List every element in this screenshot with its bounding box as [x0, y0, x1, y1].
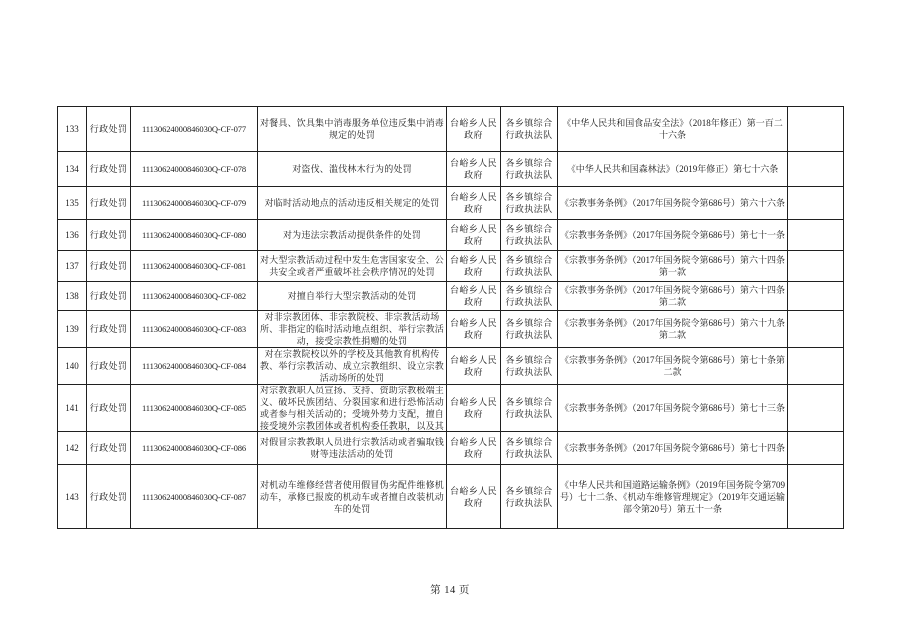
enforcement-agency: 各乡镇综合行政执法队 [505, 437, 553, 459]
item-code: 11130624000846030Q-CF-082 [141, 291, 247, 301]
penalty-item-cell [258, 251, 447, 282]
issuing-authority: 台峪乡人民政府 [449, 255, 497, 277]
remark-cell [788, 465, 844, 529]
issuing-authority-cell [447, 152, 501, 187]
row-number: 141 [65, 403, 79, 413]
remark [788, 283, 843, 310]
issuing-authority-cell [447, 107, 501, 152]
enforcement-agency-cell [501, 220, 558, 251]
legal-basis: 《宗教事务条例》（2017年国务院令第686号）第六十四条第一款 [559, 255, 785, 277]
penalty-type-cell [87, 220, 131, 251]
legal-basis-cell [558, 348, 788, 385]
penalty-item: 对临时活动地点的活动违反相关规定的处罚 [264, 198, 440, 208]
penalty-type-cell [87, 385, 131, 432]
legal-basis-cell [558, 220, 788, 251]
penalty-item: 对宗教教职人员宣扬、支持、资助宗教极端主义、破坏民族团结、分裂国家和进行恐怖活动或者参与相关活动的；受境外势力支配，擅自接受境外宗教团体或者机构委任教职，以及其 [259, 385, 444, 431]
table-row [58, 465, 844, 529]
row-number: 140 [65, 361, 79, 371]
enforcement-agency-cell [501, 251, 558, 282]
enforcement-agency: 各乡镇综合行政执法队 [505, 118, 553, 140]
row-number-cell [58, 187, 87, 220]
table-row [58, 107, 844, 152]
enforcement-agency-cell [501, 465, 558, 529]
row-number-cell [58, 385, 87, 432]
item-code-cell [131, 282, 258, 311]
remark-cell [788, 432, 844, 465]
issuing-authority: 台峪乡人民政府 [449, 318, 497, 340]
penalty-item-cell [258, 152, 447, 187]
legal-basis-cell [558, 311, 788, 348]
penalty-type: 行政处罚 [89, 230, 128, 240]
penalty-type: 行政处罚 [89, 491, 128, 502]
issuing-authority: 台峪乡人民政府 [449, 485, 497, 508]
legal-basis: 《宗教事务条例》（2017年国务院令第686号）第六十九条第二款 [559, 318, 785, 340]
remark [788, 433, 843, 464]
enforcement-agency: 各乡镇综合行政执法队 [505, 485, 553, 508]
item-code: 11130624000846030Q-CF-079 [141, 198, 247, 208]
table-row [58, 385, 844, 432]
table-row [58, 251, 844, 282]
issuing-authority-cell [447, 348, 501, 385]
item-code-cell [131, 220, 258, 251]
item-code: 11130624000846030Q-CF-078 [141, 164, 247, 174]
legal-basis: 《中华人民共和国道路运输条例》（2019年国务院令第709号）七十二条、《机动车维修管理规定》（2019年交通运输部令第20号）第五十一条 [559, 479, 785, 514]
remark [788, 312, 843, 347]
penalty-item-cell [258, 282, 447, 311]
row-number: 134 [65, 164, 79, 174]
penalty-type-cell [87, 107, 131, 152]
penalty-item: 对为违法宗教活动提供条件的处罚 [282, 230, 421, 240]
enforcement-agency: 各乡镇综合行政执法队 [505, 224, 553, 246]
row-number: 139 [65, 324, 79, 334]
table-body [58, 107, 844, 529]
remark-cell [788, 385, 844, 432]
enforcement-agency-cell [501, 432, 558, 465]
remark-cell [788, 187, 844, 220]
penalty-type-cell [87, 432, 131, 465]
penalty-item-cell [258, 107, 447, 152]
issuing-authority-cell [447, 251, 501, 282]
enforcement-agency: 各乡镇综合行政执法队 [505, 397, 553, 419]
enforcement-agency: 各乡镇综合行政执法队 [505, 192, 553, 214]
legal-basis: 《宗教事务条例》（2017年国务院令第686号）第七十三条 [559, 403, 785, 413]
penalty-item-cell [258, 187, 447, 220]
row-number-cell [58, 220, 87, 251]
issuing-authority: 台峪乡人民政府 [449, 158, 497, 180]
item-code: 11130624000846030Q-CF-081 [141, 261, 247, 271]
issuing-authority-cell [447, 385, 501, 432]
item-code-cell [131, 311, 258, 348]
penalty-type-cell [87, 251, 131, 282]
table-row [58, 311, 844, 348]
legal-basis-cell [558, 251, 788, 282]
table-row [58, 282, 844, 311]
penalty-type: 行政处罚 [89, 443, 128, 453]
issuing-authority-cell [447, 187, 501, 220]
item-code-cell [131, 107, 258, 152]
legal-basis: 《中华人民共和国森林法》（2019年修正）第七十六条 [566, 164, 779, 174]
item-code: 11130624000846030Q-CF-083 [141, 324, 247, 334]
legal-basis-cell [558, 187, 788, 220]
row-number-cell [58, 152, 87, 187]
penalty-type-cell [87, 465, 131, 529]
enforcement-agency-cell [501, 385, 558, 432]
issuing-authority-cell [447, 282, 501, 311]
item-code-cell [131, 465, 258, 529]
table-row [58, 152, 844, 187]
legal-basis: 《宗教事务条例》（2017年国务院令第686号）第六十四条第二款 [559, 285, 785, 307]
enforcement-agency: 各乡镇综合行政执法队 [505, 158, 553, 180]
enforcement-agency-cell [501, 152, 558, 187]
enforcement-agency-cell [501, 187, 558, 220]
legal-basis: 《宗教事务条例》（2017年国务院令第686号）第七十一条 [559, 230, 785, 240]
penalty-item: 对擅自举行大型宗教活动的处罚 [287, 291, 417, 301]
item-code: 11130624000846030Q-CF-080 [141, 230, 247, 240]
table-row [58, 220, 844, 251]
penalty-item-cell [258, 220, 447, 251]
penalty-type: 行政处罚 [89, 164, 128, 174]
penalty-type: 行政处罚 [89, 291, 128, 301]
item-code: 11130624000846030Q-CF-087 [141, 491, 247, 502]
penalty-type-cell [87, 348, 131, 385]
penalty-type: 行政处罚 [89, 324, 128, 334]
penalty-type-cell [87, 187, 131, 220]
remark-cell [788, 220, 844, 251]
penalty-item: 对在宗教院校以外的学校及其他教育机构传教、举行宗教活动、成立宗教组织、设立宗教活动场所的处罚 [259, 349, 444, 383]
item-code: 11130624000846030Q-CF-084 [141, 361, 247, 371]
issuing-authority-cell [447, 311, 501, 348]
penalty-item-cell [258, 385, 447, 432]
legal-basis: 《宗教事务条例》（2017年国务院令第686号）第七十条第二款 [559, 355, 785, 377]
row-number: 137 [65, 261, 79, 271]
penalty-list-table [57, 106, 844, 529]
penalty-item: 对大型宗教活动过程中发生危害国家安全、公共安全或者严重破坏社会秩序情况的处罚 [259, 255, 444, 277]
remark-cell [788, 152, 844, 187]
enforcement-agency: 各乡镇综合行政执法队 [505, 318, 553, 340]
table-row [58, 348, 844, 385]
penalty-item: 对非宗教团体、非宗教院校、非宗教活动场所、非指定的临时活动地点组织、举行宗教活动，接受宗教性捐赠的处罚 [259, 312, 444, 346]
penalty-type-cell [87, 152, 131, 187]
penalty-item-cell [258, 311, 447, 348]
row-number: 136 [65, 230, 79, 240]
penalty-type: 行政处罚 [89, 198, 128, 208]
remark [788, 386, 843, 431]
issuing-authority-cell [447, 465, 501, 529]
remark [788, 188, 843, 219]
enforcement-agency-cell [501, 311, 558, 348]
item-code: 11130624000846030Q-CF-085 [141, 403, 247, 413]
remark-cell [788, 311, 844, 348]
enforcement-agency-cell [501, 282, 558, 311]
remark [788, 153, 843, 186]
row-number-cell [58, 107, 87, 152]
legal-basis: 《宗教事务条例》（2017年国务院令第686号）第七十四条 [559, 443, 785, 453]
penalty-type: 行政处罚 [89, 124, 128, 134]
remark [788, 252, 843, 281]
item-code: 11130624000846030Q-CF-086 [141, 443, 247, 453]
table-row [58, 432, 844, 465]
page-number: 第 14 页 [430, 585, 470, 596]
remark [788, 108, 843, 151]
row-number: 133 [65, 124, 79, 134]
remark-cell [788, 251, 844, 282]
legal-basis: 《中华人民共和国食品安全法》（2018年修正）第一百二十六条 [562, 118, 783, 140]
penalty-item-cell [258, 348, 447, 385]
issuing-authority: 台峪乡人民政府 [449, 397, 497, 419]
remark [788, 349, 843, 384]
issuing-authority: 台峪乡人民政府 [449, 224, 497, 246]
penalty-type-cell [87, 282, 131, 311]
row-number: 138 [65, 291, 79, 301]
penalty-item: 对假冒宗教教职人员进行宗教活动或者骗取钱财等违法活动的处罚 [259, 437, 444, 459]
row-number-cell [58, 311, 87, 348]
issuing-authority: 台峪乡人民政府 [449, 118, 497, 140]
remark-cell [788, 348, 844, 385]
row-number-cell [58, 348, 87, 385]
table-row [58, 187, 844, 220]
penalty-type: 行政处罚 [89, 361, 128, 371]
issuing-authority: 台峪乡人民政府 [449, 437, 497, 459]
row-number: 135 [65, 198, 79, 208]
penalty-item: 对盗伐、滥伐林木行为的处罚 [292, 164, 412, 174]
legal-basis-cell [558, 107, 788, 152]
penalty-item-cell [258, 432, 447, 465]
row-number: 142 [65, 443, 79, 453]
remark-cell [788, 107, 844, 152]
enforcement-agency-cell [501, 107, 558, 152]
issuing-authority: 台峪乡人民政府 [449, 192, 497, 214]
legal-basis-cell [558, 432, 788, 465]
row-number-cell [58, 282, 87, 311]
row-number-cell [58, 251, 87, 282]
penalty-type: 行政处罚 [89, 261, 128, 271]
item-code: 11130624000846030Q-CF-077 [141, 124, 247, 134]
issuing-authority: 台峪乡人民政府 [449, 285, 497, 307]
issuing-authority: 台峪乡人民政府 [449, 355, 497, 377]
remark [788, 466, 843, 528]
row-number: 143 [65, 491, 79, 502]
legal-basis-cell [558, 152, 788, 187]
legal-basis: 《宗教事务条例》（2017年国务院令第686号）第六十六条 [559, 198, 785, 208]
penalty-item: 对餐具、饮具集中消毒服务单位违反集中消毒规定的处罚 [259, 118, 444, 140]
item-code-cell [131, 187, 258, 220]
row-number-cell [58, 465, 87, 529]
item-code-cell [131, 251, 258, 282]
remark [788, 221, 843, 250]
row-number-cell [58, 432, 87, 465]
penalty-item-cell [258, 465, 447, 529]
item-code-cell [131, 348, 258, 385]
item-code-cell [131, 152, 258, 187]
enforcement-agency: 各乡镇综合行政执法队 [505, 285, 553, 307]
enforcement-agency-cell [501, 348, 558, 385]
item-code-cell [131, 432, 258, 465]
remark-cell [788, 282, 844, 311]
item-code-cell [131, 385, 258, 432]
penalty-type: 行政处罚 [89, 403, 128, 413]
enforcement-agency: 各乡镇综合行政执法队 [505, 255, 553, 277]
penalty-type-cell [87, 311, 131, 348]
enforcement-agency: 各乡镇综合行政执法队 [505, 355, 553, 377]
penalty-item: 对机动车维修经营者使用假冒伪劣配件维修机动车，承修已报废的机动车或者擅自改装机动车的处罚 [259, 479, 444, 514]
legal-basis-cell [558, 385, 788, 432]
issuing-authority-cell [447, 220, 501, 251]
legal-basis-cell [558, 282, 788, 311]
legal-basis-cell [558, 465, 788, 529]
issuing-authority-cell [447, 432, 501, 465]
